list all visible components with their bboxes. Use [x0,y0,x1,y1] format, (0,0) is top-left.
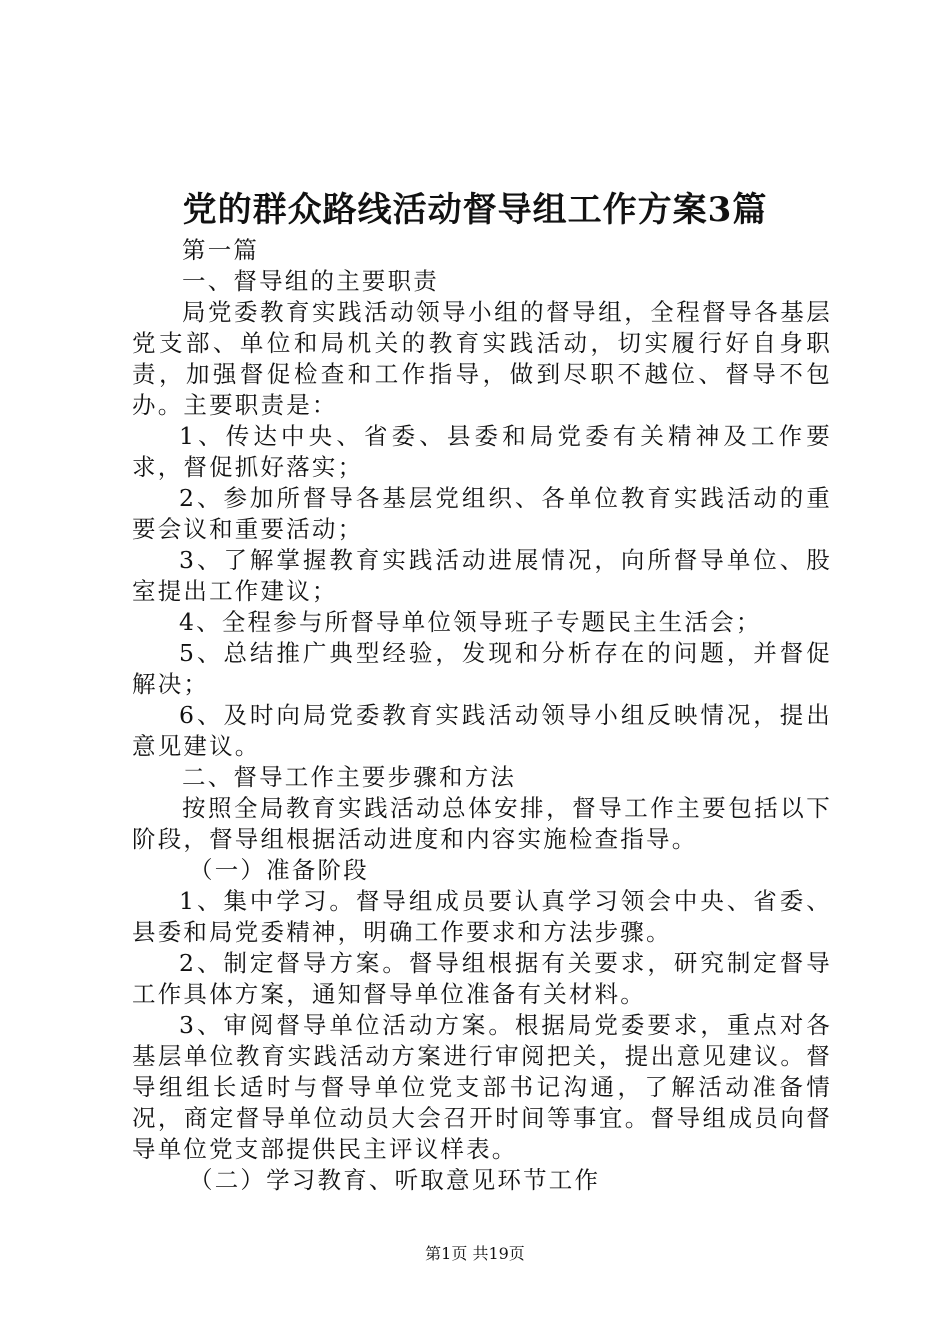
list-item: 1、集中学习。督导组成员要认真学习领会中央、省委、县委和局党委精神，明确工作要求和方法步骤。 [132,887,832,946]
list-item: 2、参加所督导各基层党组织、各单位教育实践活动的重要会议和重要活动； [132,484,832,543]
subsection-heading: （一）准备阶段 [189,856,369,884]
section-heading: 一、督导组的主要职责 [182,267,439,295]
list-item: 2、制定督导方案。督导组根据有关要求，研究制定督导工作具体方案，通知督导单位准备有关材料。 [132,949,832,1008]
document-body [132,235,832,1196]
subsection-heading: （二）学习教育、听取意见环节工作 [189,1166,601,1194]
list-item: 5、总结推广典型经验，发现和分析存在的问题，并督促解决； [132,639,832,698]
section-heading: 二、督导工作主要步骤和方法 [182,763,517,791]
list-item: 4、全程参与所督导单位领导班子专题民主生活会； [179,608,762,636]
paragraph: 局党委教育实践活动领导小组的督导组，全程督导各基层党支部、单位和局机关的教育实践活动，切实履行好自身职责，加强督促检查和工作指导，做到尽职不越位、督导不包办。主要职责是： [132,298,832,419]
document-title: 党的群众路线活动督导组工作方案3篇 [182,190,768,230]
list-item: 3、了解掌握教育实践活动进展情况，向所督导单位、股室提出工作建议； [132,546,832,605]
section-heading: 第一篇 [182,236,260,264]
list-item: 3、审阅督导单位活动方案。根据局党委要求，重点对各基层单位教育实践活动方案进行审阅把关，提出意见建议。督导组组长适时与督导单位党支部书记沟通，了解活动准备情况，商定督导单位动员大会召开时间等事宜。督导组成员向督导单位党支部提供民主评议样表。 [132,1011,832,1163]
page-number-footer: 第1页 共19页 [425,1244,525,1263]
paragraph: 按照全局教育实践活动总体安排，督导工作主要包括以下阶段，督导组根据活动进度和内容实施检查指导。 [132,794,832,853]
list-item: 1、传达中央、省委、县委和局党委有关精神及工作要求，督促抓好落实； [132,422,832,481]
list-item: 6、及时向局党委教育实践活动领导小组反映情况，提出意见建议。 [132,701,832,760]
